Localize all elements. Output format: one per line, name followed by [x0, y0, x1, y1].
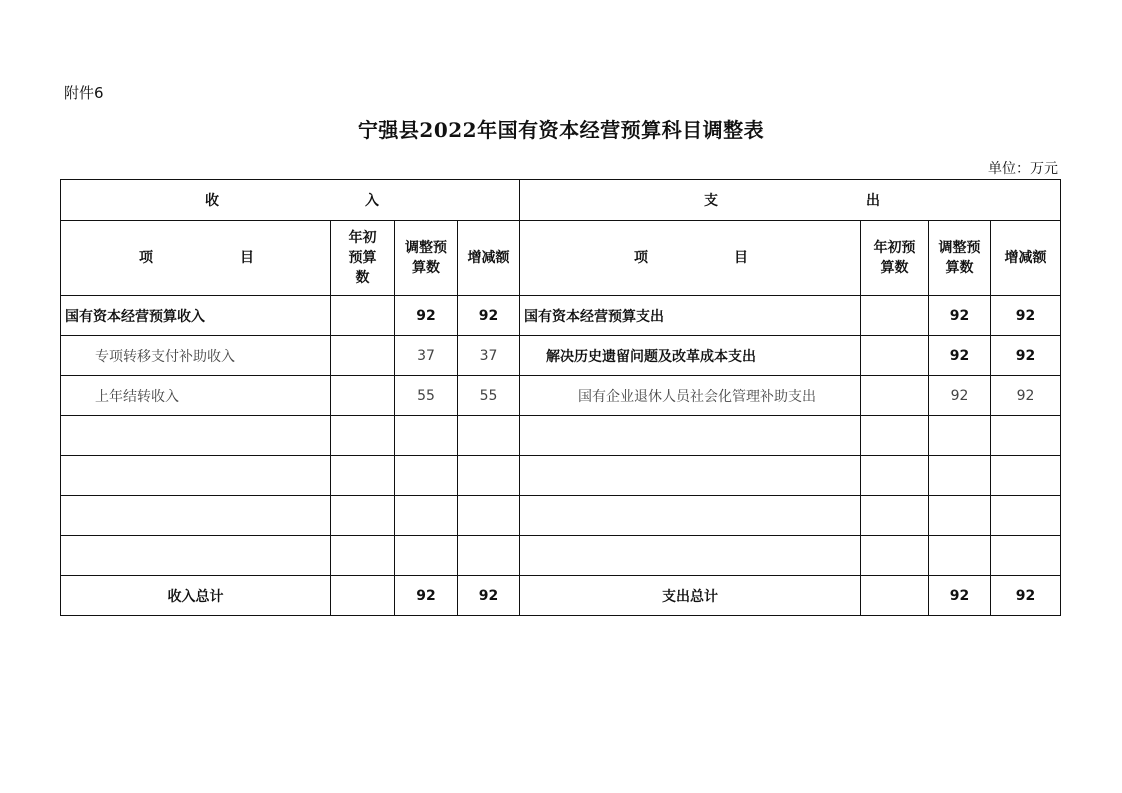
expense-item: 解决历史遗留问题及改革成本支出	[520, 336, 861, 376]
expense-initial-header: 年初预算数	[861, 221, 929, 296]
item-header-char-1: 项	[634, 250, 648, 266]
income-item: 上年结转收入	[61, 376, 331, 416]
expense-adjusted: 92	[929, 376, 991, 416]
expense-section-char-2: 出	[866, 193, 880, 209]
table-row	[61, 376, 1061, 416]
item-header-char-1: 项	[139, 250, 153, 266]
income-total-change: 92	[458, 576, 520, 616]
expense-section-header	[520, 180, 1061, 221]
income-total-initial	[331, 576, 395, 616]
income-item: 专项转移支付补助收入	[61, 336, 331, 376]
income-initial	[331, 376, 395, 416]
item-header-char-2: 目	[734, 250, 748, 266]
income-section-char-2: 入	[365, 193, 379, 209]
income-adjusted-header: 调整预算数	[395, 221, 458, 296]
expense-item-header	[520, 221, 861, 296]
expense-total-adjusted: 92	[929, 576, 991, 616]
expense-initial	[861, 296, 929, 336]
expense-change: 92	[991, 376, 1061, 416]
income-total-label: 收入总计	[61, 576, 331, 616]
income-adjusted: 55	[395, 376, 458, 416]
income-adjusted: 37	[395, 336, 458, 376]
empty-row	[61, 416, 1061, 456]
expense-change: 92	[991, 336, 1061, 376]
unit-label: 单位：万元	[988, 161, 1058, 177]
income-total-adjusted: 92	[395, 576, 458, 616]
income-item: 国有资本经营预算收入	[61, 296, 331, 336]
expense-total-initial	[861, 576, 929, 616]
empty-row	[61, 456, 1061, 496]
section-header-row	[61, 180, 1061, 221]
expense-initial	[861, 336, 929, 376]
empty-row	[61, 496, 1061, 536]
totals-row	[61, 576, 1061, 616]
expense-total-change: 92	[991, 576, 1061, 616]
attachment-label: 附件6	[64, 84, 104, 102]
expense-adjusted-header: 调整预算数	[929, 221, 991, 296]
table-row	[61, 336, 1061, 376]
expense-initial	[861, 376, 929, 416]
expense-adjusted: 92	[929, 296, 991, 336]
income-section-char-1: 收	[205, 193, 219, 209]
item-header-char-2: 目	[240, 250, 254, 266]
income-adjusted: 92	[395, 296, 458, 336]
income-change: 55	[458, 376, 520, 416]
income-section-header	[61, 180, 520, 221]
empty-row	[61, 536, 1061, 576]
income-initial-header: 年初预算数	[331, 221, 395, 296]
table-row	[61, 296, 1061, 336]
expense-total-label: 支出总计	[520, 576, 861, 616]
budget-adjustment-table	[60, 179, 1061, 616]
expense-item: 国有企业退休人员社会化管理补助支出	[520, 376, 861, 416]
income-item-header	[61, 221, 331, 296]
expense-section-char-1: 支	[704, 193, 718, 209]
expense-item: 国有资本经营预算支出	[520, 296, 861, 336]
page-title: 宁强县2022年国有资本经营预算科目调整表	[357, 118, 765, 142]
column-header-row	[61, 221, 1061, 296]
expense-adjusted: 92	[929, 336, 991, 376]
income-change-header: 增减额	[458, 221, 520, 296]
income-change: 37	[458, 336, 520, 376]
expense-change-header: 增减额	[991, 221, 1061, 296]
income-initial	[331, 336, 395, 376]
expense-change: 92	[991, 296, 1061, 336]
income-initial	[331, 296, 395, 336]
income-change: 92	[458, 296, 520, 336]
